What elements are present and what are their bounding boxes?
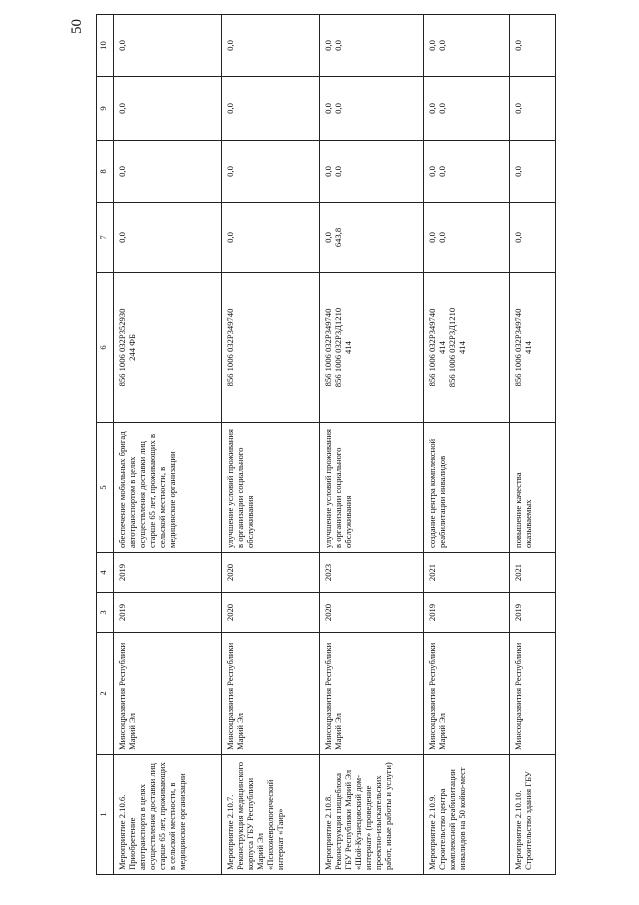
col8-value: 0,0 <box>513 166 523 177</box>
col9-value: 0,0 <box>427 103 437 114</box>
col-header-3: 3 <box>97 593 114 633</box>
executor: Минсоцразвития Республики Марий Эл <box>424 633 510 755</box>
start-year: 2020 <box>320 593 424 633</box>
budget-code <box>114 273 222 423</box>
col7 <box>424 203 510 273</box>
col9 <box>320 77 424 141</box>
budget-code-value: 856 1006 032P352930 <box>117 308 127 387</box>
start-year: 2020 <box>222 593 320 633</box>
col7-value: 0,0 <box>323 232 333 243</box>
budget-code-value: 856 1006 032P3Д1210 <box>447 307 457 388</box>
measures-table <box>96 14 556 875</box>
budget-code-value: 414 <box>437 341 447 354</box>
col8-value: 0,0 <box>333 166 343 177</box>
executor: Минсоцразвития Республики <box>510 633 556 755</box>
start-year: 2019 <box>510 593 556 633</box>
col9-value: 0,0 <box>333 103 343 114</box>
measure-name: Мероприятие 2.10.6. Приобретение автотранспорта в целях осуществления доставки лиц старше 65 лет, проживающих в сельской местности, в медицинские организации <box>114 755 222 875</box>
col7-value: 0,0 <box>225 232 235 243</box>
col-header-2: 2 <box>97 633 114 755</box>
budget-code-value: 856 1006 032P349740 <box>323 308 333 387</box>
col7-value: 0,0 <box>513 232 523 243</box>
header-row <box>97 15 114 875</box>
col9 <box>510 77 556 141</box>
col10-value: 0,0 <box>513 40 523 51</box>
budget-code <box>424 273 510 423</box>
col8-value: 0,0 <box>437 166 447 177</box>
col8 <box>424 141 510 203</box>
col7-value: 0,0 <box>117 232 127 243</box>
col9-value: 0,0 <box>513 103 523 114</box>
budget-code-value: 244 ФБ <box>127 334 137 361</box>
rotated-page-content <box>96 15 536 875</box>
col8-value: 0,0 <box>117 166 127 177</box>
budget-code-value: 856 1006 032P349740 <box>513 308 523 387</box>
budget-code-value: 856 1006 032P349740 <box>427 308 437 387</box>
expected-result: создание центра комплексной реабилитации инвалидов <box>424 423 510 553</box>
col7 <box>320 203 424 273</box>
col10-value: 0,0 <box>437 40 447 51</box>
budget-code-value: 856 1006 032P3Д1210 <box>333 307 343 388</box>
col10 <box>114 15 222 77</box>
col-header-1: 1 <box>97 755 114 875</box>
col10 <box>320 15 424 77</box>
expected-result: обеспечение мобильных бригад автотранспортом в целях осуществления доставки лиц старше 65 лет, проживающих в сельской местности, в медицинские организации <box>114 423 222 553</box>
col7 <box>510 203 556 273</box>
col8 <box>510 141 556 203</box>
budget-code-value: 414 <box>343 341 353 354</box>
table-row <box>320 15 424 875</box>
budget-code <box>222 273 320 423</box>
end-year: 2020 <box>222 553 320 593</box>
col9 <box>222 77 320 141</box>
expected-result: улучшение условий проживания в организации социального обслуживания <box>320 423 424 553</box>
col10-value: 0,0 <box>225 40 235 51</box>
measure-name: Мероприятие 2.10.8. Реконструкция пищеблока ГБУ Республики Марий Эл «Шой-Кузнецовский дом-интернат» (проведение проектно-изыскательских работ, иные работы и услуги) <box>320 755 424 875</box>
end-year: 2021 <box>510 553 556 593</box>
col7 <box>222 203 320 273</box>
col9-value: 0,0 <box>323 103 333 114</box>
table-row <box>424 15 510 875</box>
start-year: 2019 <box>114 593 222 633</box>
col10 <box>424 15 510 77</box>
col10-value: 0,0 <box>323 40 333 51</box>
col9 <box>114 77 222 141</box>
col7-value: 643,8 <box>333 227 343 248</box>
end-year: 2019 <box>114 553 222 593</box>
col-header-10: 10 <box>97 15 114 77</box>
table-row <box>222 15 320 875</box>
budget-code-value: 856 1006 032P349740 <box>225 308 235 387</box>
col-header-4: 4 <box>97 553 114 593</box>
col7 <box>114 203 222 273</box>
col8-value: 0,0 <box>225 166 235 177</box>
measure-name: Мероприятие 2.10.7. Реконструкция медицинского корпуса ГБУ Республики Марий Эл «Психоневрологический интернат «Таир» <box>222 755 320 875</box>
executor: Минсоцразвития Республики Марий Эл <box>114 633 222 755</box>
col9-value: 0,0 <box>117 103 127 114</box>
end-year: 2021 <box>424 553 510 593</box>
budget-code <box>320 273 424 423</box>
col7-value: 0,0 <box>437 232 447 243</box>
col10-value: 0,0 <box>333 40 343 51</box>
col-header-9: 9 <box>97 77 114 141</box>
col8-value: 0,0 <box>427 166 437 177</box>
expected-result: улучшение условий проживания в организации социального обслуживания <box>222 423 320 553</box>
executor: Минсоцразвития Республики Марий Эл <box>222 633 320 755</box>
measure-name: Мероприятие 2.10.10. Строительство здания ГБУ <box>510 755 556 875</box>
start-year: 2019 <box>424 593 510 633</box>
budget-code-value: 414 <box>523 341 533 354</box>
col10-value: 0,0 <box>117 40 127 51</box>
col8 <box>320 141 424 203</box>
col9 <box>424 77 510 141</box>
measure-name: Мероприятие 2.10.9. Строительство центра комплексной реабилитации инвалидов на 50 койко-мест <box>424 755 510 875</box>
col10 <box>510 15 556 77</box>
expected-result: повышение качества оказываемых <box>510 423 556 553</box>
budget-code-value: 414 <box>457 341 467 354</box>
col8-value: 0,0 <box>323 166 333 177</box>
executor: Минсоцразвития Республики Марий Эл <box>320 633 424 755</box>
end-year: 2023 <box>320 553 424 593</box>
col-header-5: 5 <box>97 423 114 553</box>
col9-value: 0,0 <box>225 103 235 114</box>
table-row <box>510 15 556 875</box>
col-header-8: 8 <box>97 141 114 203</box>
page-number: 50 <box>69 19 85 34</box>
col8 <box>114 141 222 203</box>
budget-code <box>510 273 556 423</box>
col10 <box>222 15 320 77</box>
col-header-7: 7 <box>97 203 114 273</box>
col9-value: 0,0 <box>437 103 447 114</box>
col10-value: 0,0 <box>427 40 437 51</box>
table-row <box>114 15 222 875</box>
col-header-6: 6 <box>97 273 114 423</box>
col7-value: 0,0 <box>427 232 437 243</box>
col8 <box>222 141 320 203</box>
